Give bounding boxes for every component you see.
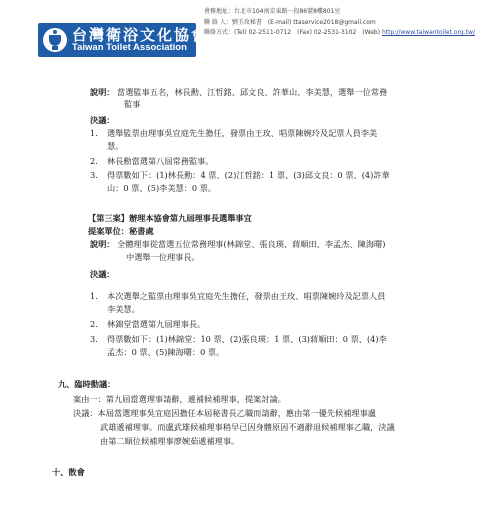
resolution-label: 決議： (90, 269, 115, 279)
explain-label: 說明： (90, 87, 115, 97)
org-name-cn: 台灣衛浴文化協會 (72, 26, 209, 44)
list-item: 慧。 (107, 141, 124, 151)
list-item: 得票數如下：(1)林長勳：4 票、(2)江哲銘：1 票、(3)邱文良：0 票、(4)許華 (107, 170, 390, 180)
list-number: 2. (90, 319, 98, 329)
explain-text: 監事 (124, 99, 141, 109)
list-number: 3. (90, 170, 98, 180)
explain-text: 全體理事從當選五位常務理事(林錦堂、張良瑛、蔣順田、李孟杰、陳海曙) (117, 239, 386, 249)
explain-text: 中選舉一位理事長。 (126, 252, 200, 262)
list-number: 1. (90, 128, 98, 138)
address-line: 會務地址：台北市104南京東路一段86號8樓801室 (204, 8, 341, 15)
explain-label: 說明： (90, 239, 115, 249)
org-name-en: Taiwan Toilet Association (72, 42, 187, 53)
resolution-text: 武雄遞補理事。而盧武雄候補理事稍早已因身體原因不適辭退候補理事乙職，決議 (100, 422, 395, 432)
section-title: 九、臨時動議： (58, 379, 116, 389)
list-item: 選舉監票由理事吳宜庭先生擔任，發票由王玫、唱票陳婉玲及記票人員李美 (107, 128, 378, 138)
list-item: 李美慧。 (107, 304, 140, 314)
list-item: 林長勳當選第八屆常務監事。 (107, 156, 214, 166)
resolution-text: 決議：本屆當選理事吳宜庭因擔任本屆秘書長乙職而請辭，應由第一優先候補理事盧 (73, 408, 376, 418)
list-item: 本次選舉之監票由理事吳宜庭先生擔任，發票由王玫、唱票陳婉玲及記票人員 (107, 291, 386, 301)
list-item: 得票數如下：(1)林錦堂：10 票、(2)張良瑛：1 票、(3)蔣順田：0 票、(4)李 (107, 334, 387, 344)
case-line: 案由一：第九屆當選理事請辭，遞補候補理事，提案討論。 (73, 394, 286, 404)
case-title: 【第三案】辦理本協會第九屆理事長選舉事宜 (88, 213, 252, 223)
section-title: 十、散會 (52, 467, 85, 477)
website-link[interactable]: http://www.taiwantoilet.org.tw/ (382, 29, 475, 36)
phone-line: 聯絡方式：(Tel) 02-2511-0712 (Fax) 02-2531-3102 (Web) http://www.taiwantoilet.org.tw/ (204, 29, 475, 36)
explain-text: 當選監事五名，林長勳、江哲銘、邱文良、許華山、李美慧，選舉一位常務 (117, 87, 388, 97)
resolution-label: 決議： (90, 115, 115, 125)
list-item: 林錦堂當選第九屆理事長。 (107, 319, 206, 329)
proposer: 提案單位：秘書處 (88, 226, 154, 236)
list-number: 1. (90, 291, 98, 301)
resolution-text: 由第二順位候補理事廖婉茹遞補理事。 (100, 436, 240, 446)
list-item: 山：0 票、(5)李美慧：0 票。 (107, 183, 217, 193)
list-number: 3. (90, 334, 98, 344)
list-number: 2. (90, 156, 98, 166)
list-item: 孟杰：0 票、(5)陳海曙：0 票。 (107, 347, 225, 357)
contact-person-line: 聯 絡 人：劉玉玫秘書 (E-mail) ttaservice2018@gmail.com (204, 18, 376, 26)
